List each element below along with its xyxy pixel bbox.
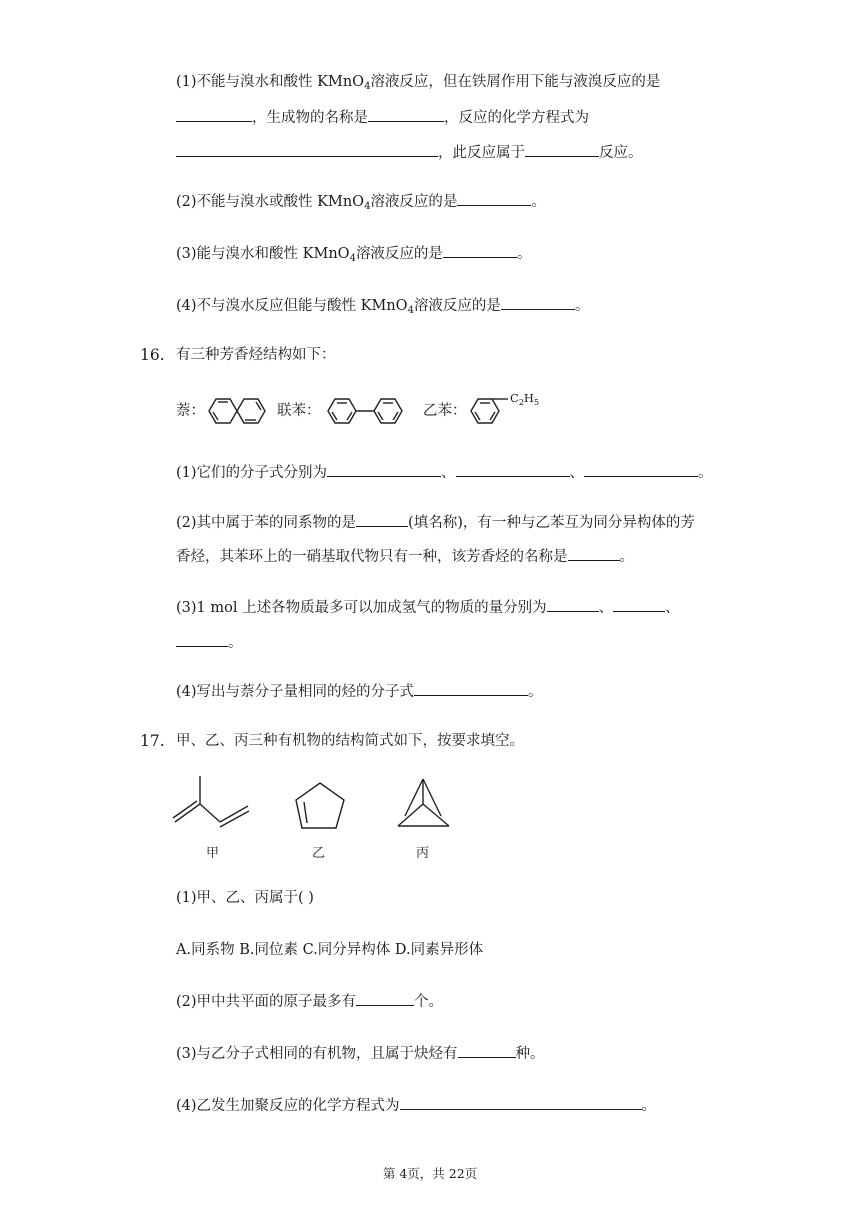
q16-part2-line2: 香烃，其苯环上的一硝基取代物只有一种，该芳香烃的名称是 。: [176, 546, 634, 567]
biphenyl-label: 联苯：: [277, 403, 321, 419]
answer-blank[interactable]: [414, 681, 528, 696]
naphthalene-label: 萘：: [176, 403, 205, 419]
q17-options[interactable]: A.同系物 B.同位素 C.同分异构体 D.同素异形体: [176, 942, 484, 958]
answer-blank[interactable]: [400, 1095, 642, 1110]
compound-bing-label: 丙: [416, 846, 430, 861]
answer-blank[interactable]: [568, 546, 620, 561]
answer-blank[interactable]: [176, 107, 252, 122]
answer-blank[interactable]: [176, 142, 438, 157]
q16-number: 16.: [140, 346, 165, 364]
page-footer: 第 4页，共 22页: [382, 1166, 478, 1181]
answer-blank[interactable]: [356, 512, 408, 527]
answer-blank[interactable]: [356, 991, 414, 1006]
q17-part1: (1)甲、乙、丙属于( ): [176, 890, 314, 906]
ethylbenzene-structure-icon: [468, 394, 510, 428]
answer-blank[interactable]: [176, 632, 228, 647]
answer-blank[interactable]: [501, 295, 575, 310]
answer-blank[interactable]: [584, 462, 698, 477]
q16-part3-line2: 。: [176, 632, 243, 653]
ethyl-group-label: $C_2H_5$: [510, 391, 540, 407]
answer-blank[interactable]: [547, 597, 599, 612]
q17-part2: (2)甲中共平面的原子最多有 个。: [176, 991, 443, 1012]
answer-blank[interactable]: [525, 142, 599, 157]
q16-part1: (1)它们的分子式分别为 、 、 。: [176, 462, 713, 483]
answer-blank[interactable]: [327, 462, 441, 477]
answer-blank[interactable]: [456, 462, 570, 477]
ethylbenzene-label: 乙苯：: [423, 403, 467, 419]
answer-blank[interactable]: [368, 107, 444, 122]
q15-part1-line3: ，此反应属于 反应。: [176, 142, 643, 163]
q17-part3: (3)与乙分子式相同的有机物，且属于炔烃有 种。: [176, 1043, 545, 1064]
q17-number: 17.: [140, 732, 165, 750]
q17-part4: (4)乙发生加聚反应的化学方程式为 。: [176, 1095, 656, 1116]
q16-part4: (4)写出与萘分子量相同的烃的分子式 。: [176, 681, 543, 702]
q16-part2-line1: (2)其中属于苯的同系物的是 (填名称)，有一种与乙苯互为同分异构体的芳: [176, 512, 695, 533]
compound-jia-label: 甲: [206, 846, 220, 861]
biphenyl-structure-icon: [326, 395, 406, 427]
q16-stem: 有三种芳香烃结构如下：: [176, 347, 336, 363]
compound-yi-label: 乙: [312, 846, 326, 861]
answer-blank[interactable]: [457, 191, 531, 206]
q16-part3-line1: (3)1 mol 上述各物质最多可以加成氢气的物质的量分别为 、 、: [176, 597, 680, 618]
answer-blank[interactable]: [443, 243, 517, 258]
q17-stem: 甲、乙、丙三种有机物的结构简式如下，按要求填空。: [176, 733, 524, 749]
q15-part2: (2)不能与溴水或酸性 KMnO$_4$溶液反应的是 。: [176, 191, 546, 212]
cyclopentene-structure-icon: [294, 780, 350, 832]
naphthalene-structure-icon: [204, 393, 266, 429]
q15-part3: (3)能与溴水和酸性 KMnO$_4$溶液反应的是 。: [176, 243, 531, 264]
bicyclic-structure-icon: [393, 776, 453, 832]
q15-part1-line1: (1)不能与溴水和酸性 KMnO$_4$溶液反应，但在铁屑作用下能与液溴反应的是: [176, 74, 661, 92]
answer-blank[interactable]: [458, 1043, 516, 1058]
answer-blank[interactable]: [613, 597, 665, 612]
q15-part4: (4)不与溴水反应但能与酸性 KMnO$_4$溶液反应的是 。: [176, 295, 589, 316]
q15-part1-line2: ，生成物的名称是 ，反应的化学方程式为: [176, 107, 589, 128]
isoprene-structure-icon: [172, 774, 252, 830]
